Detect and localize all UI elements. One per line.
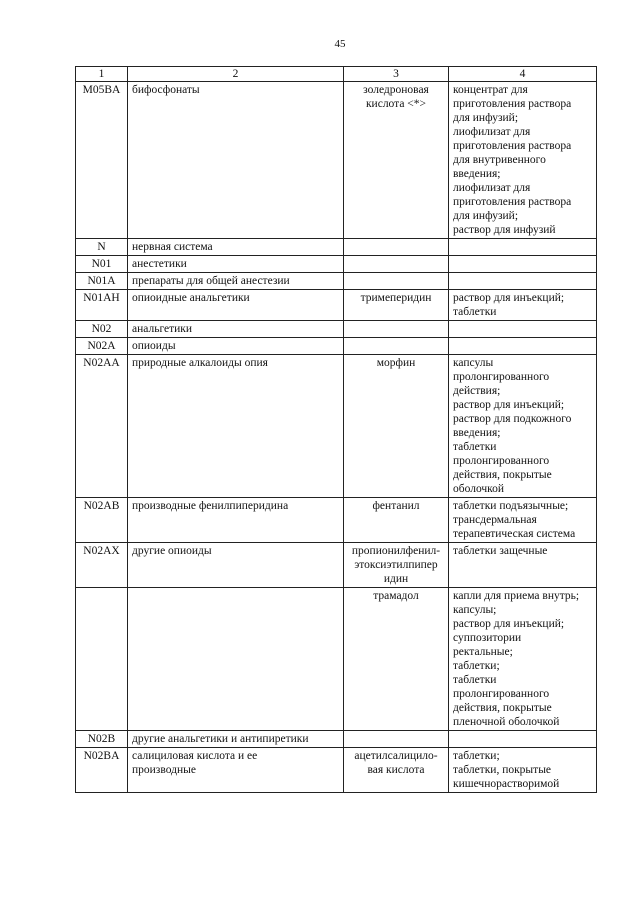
dosage-form-cell	[449, 748, 597, 793]
drug-name-cell	[344, 256, 449, 273]
dosage-form-cell-line: пролонгированного	[453, 688, 550, 700]
dosage-form-cell	[449, 256, 597, 273]
dosage-form-cell-line: концентрат для	[453, 84, 528, 96]
header-cell: 3	[344, 67, 449, 82]
group-name-cell-line: анестетики	[132, 258, 187, 270]
dosage-form-cell	[449, 731, 597, 748]
group-name-cell	[128, 82, 344, 239]
table-row	[76, 321, 597, 338]
dosage-form-cell-line: таблетки;	[453, 750, 500, 762]
atc-code-cell: N02AB	[76, 498, 128, 543]
dosage-form-cell-line: лиофилизат для	[453, 182, 531, 194]
dosage-form-cell-line: пролонгированного	[453, 455, 550, 467]
dosage-form-cell-line: лиофилизат для	[453, 126, 531, 138]
drug-name-cell	[344, 355, 449, 498]
table-row	[76, 273, 597, 290]
drug-name-cell	[344, 82, 449, 239]
dosage-form-cell-line: приготовления раствора	[453, 196, 572, 208]
group-name-cell	[128, 321, 344, 338]
drug-name-cell	[344, 321, 449, 338]
atc-code-cell	[76, 588, 128, 731]
dosage-form-cell-line: приготовления раствора	[453, 140, 572, 152]
group-name-cell	[128, 273, 344, 290]
dosage-form-cell	[449, 82, 597, 239]
drug-name-cell-line: ацетилсалицило-	[354, 750, 438, 762]
dosage-form-cell	[449, 355, 597, 498]
group-name-cell-line: опиоиды	[132, 340, 176, 352]
drug-name-cell	[344, 543, 449, 588]
dosage-form-cell-line: пролонгированного	[453, 371, 550, 383]
atc-code-cell: N02AX	[76, 543, 128, 588]
dosage-form-cell-line: таблетки подъязычные;	[453, 500, 569, 512]
dosage-form-cell-line: введения;	[453, 427, 501, 439]
dosage-form-cell-line: для внутривенного	[453, 154, 546, 166]
atc-code-cell: N01	[76, 256, 128, 273]
drug-name-cell-line: золедроновая	[363, 84, 429, 96]
table-header-row	[76, 67, 597, 82]
drug-name-cell	[344, 338, 449, 355]
dosage-form-cell-line: раствор для инъекций;	[453, 399, 565, 411]
dosage-form-cell-line: для инфузий;	[453, 210, 519, 222]
drug-name-cell-line: кислота <*>	[365, 98, 427, 110]
drug-name-cell-line: морфин	[376, 357, 416, 369]
dosage-form-cell-line: пленочной оболочкой	[453, 716, 560, 728]
table-row	[76, 338, 597, 355]
group-name-cell-line: нервная система	[132, 241, 213, 253]
drug-name-cell-line: пропионилфенил-	[351, 545, 441, 557]
dosage-form-cell-line: раствор для инъекций;	[453, 292, 565, 304]
page-number: 45	[334, 38, 346, 50]
group-name-cell-line: анальгетики	[132, 323, 193, 335]
group-name-cell	[128, 355, 344, 498]
group-name-cell-line: опиоидные анальгетики	[132, 292, 250, 304]
atc-code-cell: N02	[76, 321, 128, 338]
dosage-form-cell	[449, 588, 597, 731]
group-name-cell	[128, 588, 344, 731]
atc-code-cell: N01AH	[76, 290, 128, 321]
drug-name-cell-line: вая кислота	[367, 764, 425, 776]
drug-name-cell	[344, 239, 449, 256]
drug-name-cell-line: фентанил	[372, 500, 420, 512]
drug-name-cell	[344, 748, 449, 793]
dosage-form-cell-line: раствор для инфузий	[453, 224, 556, 236]
drug-name-cell	[344, 731, 449, 748]
dosage-form-cell-line: действия;	[453, 385, 501, 397]
dosage-form-cell-line: для инфузий;	[453, 112, 519, 124]
drug-name-cell-line: этоксиэтилпипер	[354, 559, 438, 571]
table-row	[76, 588, 597, 731]
group-name-cell	[128, 239, 344, 256]
drug-name-cell-line: трамадол	[373, 590, 419, 602]
drug-name-cell	[344, 273, 449, 290]
atc-code-cell: N02B	[76, 731, 128, 748]
dosage-form-cell-line: капли для приема внутрь;	[453, 590, 580, 602]
group-name-cell-line: бифосфонаты	[132, 84, 200, 96]
dosage-form-cell-line: раствор для инъекций;	[453, 618, 565, 630]
table-row	[76, 290, 597, 321]
group-name-cell	[128, 290, 344, 321]
group-name-cell	[128, 338, 344, 355]
header-cell: 2	[128, 67, 344, 82]
dosage-form-cell-line: таблетки, покрытые	[453, 764, 552, 776]
dosage-form-cell-line: терапевтическая система	[453, 528, 576, 540]
atc-code-cell: N01A	[76, 273, 128, 290]
header-cell: 1	[76, 67, 128, 82]
group-name-cell	[128, 498, 344, 543]
atc-code-cell: N02A	[76, 338, 128, 355]
atc-code-cell: N02AA	[76, 355, 128, 498]
dosage-form-cell-line: таблетки	[453, 306, 497, 318]
group-name-cell	[128, 748, 344, 793]
table-row	[76, 731, 597, 748]
dosage-form-cell	[449, 338, 597, 355]
group-name-cell	[128, 731, 344, 748]
atc-code-cell: M05BA	[76, 82, 128, 239]
atc-code-cell: N	[76, 239, 128, 256]
drug-name-cell	[344, 588, 449, 731]
group-name-cell-line: другие опиоиды	[132, 545, 212, 557]
drug-name-cell-line: тримеперидин	[360, 292, 432, 304]
table-row	[76, 355, 597, 498]
group-name-cell	[128, 256, 344, 273]
dosage-form-cell-line: кишечнорастворимой	[453, 778, 560, 790]
table-row	[76, 256, 597, 273]
group-name-cell-line: производные	[132, 764, 196, 776]
group-name-cell	[128, 543, 344, 588]
dosage-form-cell-line: таблетки	[453, 674, 497, 686]
dosage-form-cell-line: действия, покрытые	[453, 702, 552, 714]
table-row	[76, 748, 597, 793]
atc-code-cell: N02BA	[76, 748, 128, 793]
drug-name-cell	[344, 290, 449, 321]
dosage-form-cell-line: суппозитории	[453, 632, 522, 644]
table-row	[76, 82, 597, 239]
table-row	[76, 239, 597, 256]
dosage-form-cell-line: таблетки;	[453, 660, 500, 672]
group-name-cell-line: природные алкалоиды опия	[132, 357, 268, 369]
dosage-form-cell-line: введения;	[453, 168, 501, 180]
dosage-form-cell-line: действия, покрытые	[453, 469, 552, 481]
dosage-form-cell-line: оболочкой	[453, 483, 505, 495]
table-row	[76, 498, 597, 543]
drug-classification-table	[75, 66, 597, 793]
drug-name-cell	[344, 498, 449, 543]
dosage-form-cell-line: таблетки	[453, 441, 497, 453]
dosage-form-cell	[449, 321, 597, 338]
dosage-form-cell-line: капсулы;	[453, 604, 497, 616]
dosage-form-cell-line: капсулы	[453, 357, 494, 369]
dosage-form-cell-line: раствор для подкожного	[453, 413, 572, 425]
group-name-cell-line: производные фенилпиперидина	[132, 500, 289, 512]
dosage-form-cell	[449, 290, 597, 321]
dosage-form-cell	[449, 543, 597, 588]
dosage-form-cell	[449, 239, 597, 256]
table-row	[76, 543, 597, 588]
dosage-form-cell-line: трансдермальная	[453, 514, 537, 526]
header-cell: 4	[449, 67, 597, 82]
dosage-form-cell	[449, 498, 597, 543]
dosage-form-cell-line: таблетки защечные	[453, 545, 548, 557]
group-name-cell-line: салициловая кислота и ее	[132, 750, 258, 762]
drug-name-cell-line: идин	[383, 573, 409, 585]
dosage-form-cell-line: ректальные;	[453, 646, 513, 658]
dosage-form-cell-line: приготовления раствора	[453, 98, 572, 110]
dosage-form-cell	[449, 273, 597, 290]
group-name-cell-line: другие анальгетики и антипиретики	[132, 733, 309, 745]
group-name-cell-line: препараты для общей анестезии	[132, 275, 290, 287]
